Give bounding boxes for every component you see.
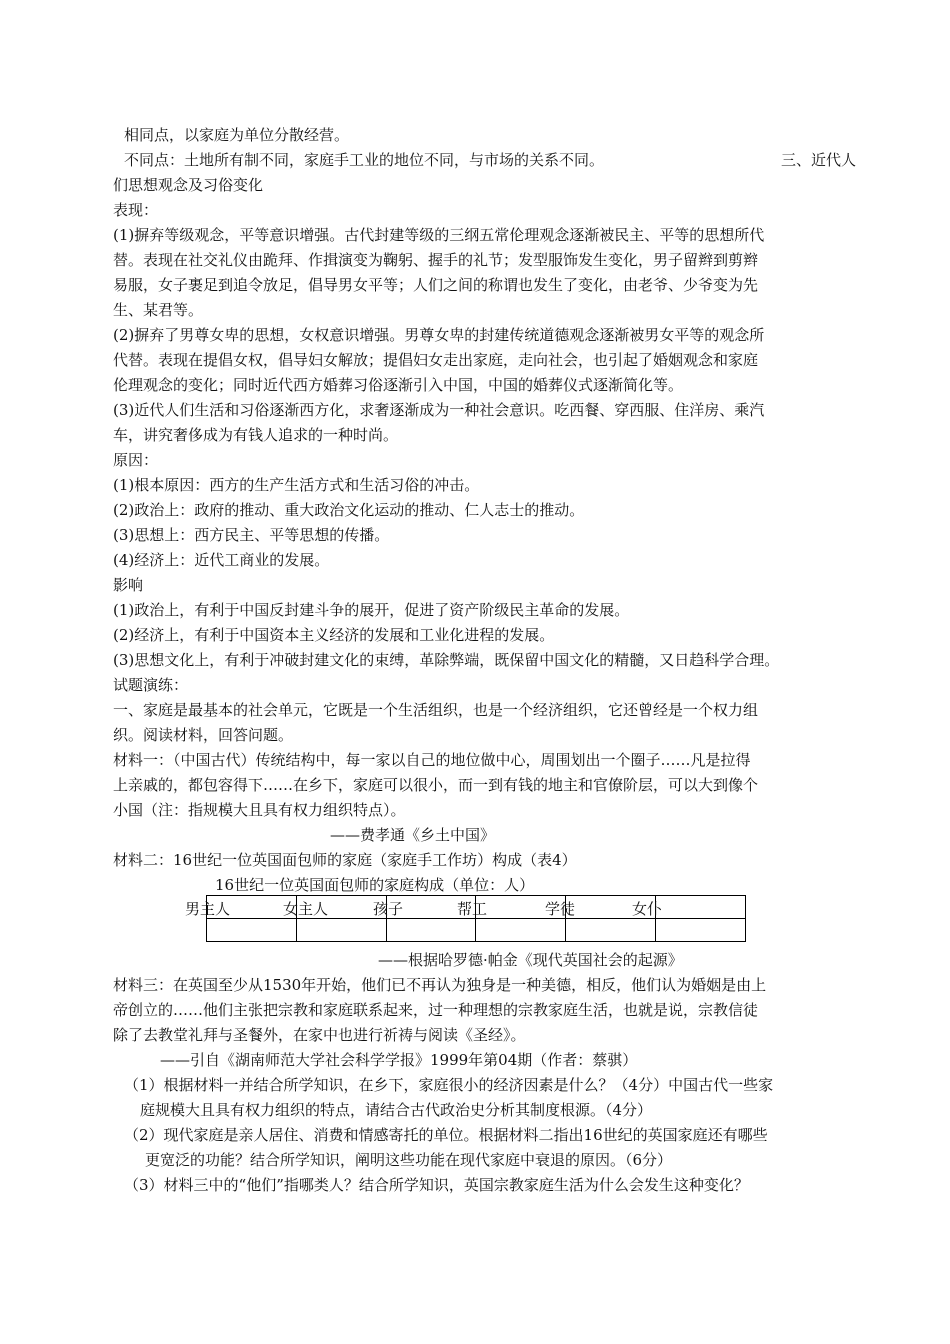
text-line: 材料三：在英国至少从1530年开始，他们已不再认为独身是一种美德，相反，他们认为婚姻是由上: [113, 976, 767, 994]
text-line: (2)政治上：政府的推动、重大政治文化运动的推动、仁人志士的推动。: [113, 501, 585, 519]
text-line: 织。阅读材料，回答问题。: [113, 726, 294, 744]
text-line: 伦理观念的变化；同时近代西方婚葬习俗逐渐引入中国，中国的婚葬仪式逐渐简化等。: [113, 376, 684, 394]
text-line: (1)政治上，有利于中国反封建斗争的展开，促进了资产阶级民主革命的发展。: [113, 601, 630, 619]
text-line: (3)思想文化上，有利于冲破封建文化的束缚，革除弊端，既保留中国文化的精髓，又日趋科学合理。: [113, 651, 780, 669]
text-line: 一、家庭是最基本的社会单元，它既是一个生活组织，也是一个经济组织，它还曾经是一个权力组: [113, 701, 759, 719]
question: 更宽泛的功能？结合所学知识，阐明这些功能在现代家庭中衰退的原因。（6分）: [145, 1151, 673, 1169]
table-header-cell: 男主人: [185, 900, 231, 918]
table-header-cell: 帮工: [457, 900, 488, 918]
table-row: [207, 919, 746, 942]
section-heading: 三、近代人: [781, 151, 857, 169]
citation: ——引自《湖南师范大学社会科学学报》1999年第04期（作者：蔡骐）: [160, 1051, 638, 1069]
table-header-cell: 孩子: [373, 900, 404, 918]
table-cell: [656, 896, 746, 919]
subheading: 试题演练：: [113, 676, 189, 694]
table-cell: [476, 919, 566, 942]
text-line: 除了去教堂礼拜与圣餐外，在家中也进行祈祷与阅读《圣经》。: [113, 1026, 526, 1044]
text-line: 车，讲究奢侈成为有钱人追求的一种时尚。: [113, 426, 399, 444]
question: 庭规模大且具有权力组织的特点，请结合古代政治史分析其制度根源。（4分）: [140, 1101, 653, 1119]
table-header-cell: 女仆: [632, 900, 663, 918]
citation: ——根据哈罗德·帕金《现代英国社会的起源》: [378, 951, 683, 969]
question: （1）根据材料一并结合所学知识，在乡下，家庭很小的经济因素是什么？（4分）中国古代一些家: [124, 1076, 774, 1094]
text-line: 帝创立的……他们主张把宗教和家庭联系起来，过一种理想的宗教家庭生活，也就是说，宗教信徒: [113, 1001, 759, 1019]
text-line: 生、某君等。: [113, 301, 204, 319]
table-header-cell: 学徒: [545, 900, 576, 918]
text-line: 小国（注：指规模大且具有权力组织特点）。: [113, 801, 406, 819]
table-cell: [296, 919, 386, 942]
question: （2）现代家庭是亲人居住、消费和情感寄托的单位。根据材料二指出16世纪的英国家庭还有哪些: [124, 1126, 768, 1144]
section-heading: 们思想观念及习俗变化: [113, 176, 264, 194]
text-line: (4)经济上：近代工商业的发展。: [113, 551, 330, 569]
text-line: (3)近代人们生活和习俗逐渐西方化，求奢逐渐成为一种社会意识。吃西餐、穿西服、住洋房、乘汽: [113, 401, 765, 419]
text-line: 上亲戚的，都包容得下……在乡下，家庭可以很小，而一到有钱的地主和官僚阶层，可以大到像个: [113, 776, 759, 794]
text-line: 代替。表现在提倡女权，倡导妇女解放；提倡妇女走出家庭，走向社会，也引起了婚姻观念和家庭: [113, 351, 759, 369]
text-line: (2)摒弃了男尊女卑的思想，女权意识增强。男尊女卑的封建传统道德观念逐渐被男女平等的观念所: [113, 326, 765, 344]
text-line: (1)摒弃等级观念，平等意识增强。古代封建等级的三纲五常伦理观念逐渐被民主、平等的思想所代: [113, 226, 765, 244]
table-caption: 16世纪一位英国面包师的家庭构成（单位：人）: [215, 876, 535, 894]
subheading: 影响: [113, 576, 144, 594]
table-cell: [656, 919, 746, 942]
text-line: (2)经济上，有利于中国资本主义经济的发展和工业化进程的发展。: [113, 626, 555, 644]
text-line: (1)根本原因：西方的生产生活方式和生活习俗的冲击。: [113, 476, 480, 494]
table-cell: [566, 919, 656, 942]
table-cell: [207, 919, 297, 942]
subheading: 原因：: [113, 451, 159, 469]
text-line: 不同点：土地所有制不同，家庭手工业的地位不同，与市场的关系不同。: [124, 151, 605, 169]
text-line: (3)思想上：西方民主、平等思想的传播。: [113, 526, 390, 544]
text-line: 相同点，以家庭为单位分散经营。: [124, 126, 350, 144]
text-line: 材料二：16世纪一位英国面包师的家庭（家庭手工作坊）构成（表4）: [113, 851, 577, 869]
question: （3）材料三中的“他们”指哪类人？结合所学知识，英国宗教家庭生活为什么会发生这种变化？: [124, 1176, 749, 1194]
table-header-cell: 女主人: [283, 900, 329, 918]
text-line: 替。表现在社交礼仪由跪拜、作揖演变为鞠躬、握手的礼节；发型服饰发生变化，男子留辫到剪辫: [113, 251, 759, 269]
text-line: 易服，女子裹足到追令放足，倡导男女平等；人们之间的称谓也发生了变化，由老爷、少爷变为先: [113, 276, 759, 294]
table-cell: [386, 919, 476, 942]
text-line: 材料一：（中国古代）传统结构中，每一家以自己的地位做中心，周围划出一个圈子……凡是拉得: [113, 751, 751, 769]
subheading: 表现：: [113, 201, 159, 219]
citation: ——费孝通《乡土中国》: [330, 826, 496, 844]
